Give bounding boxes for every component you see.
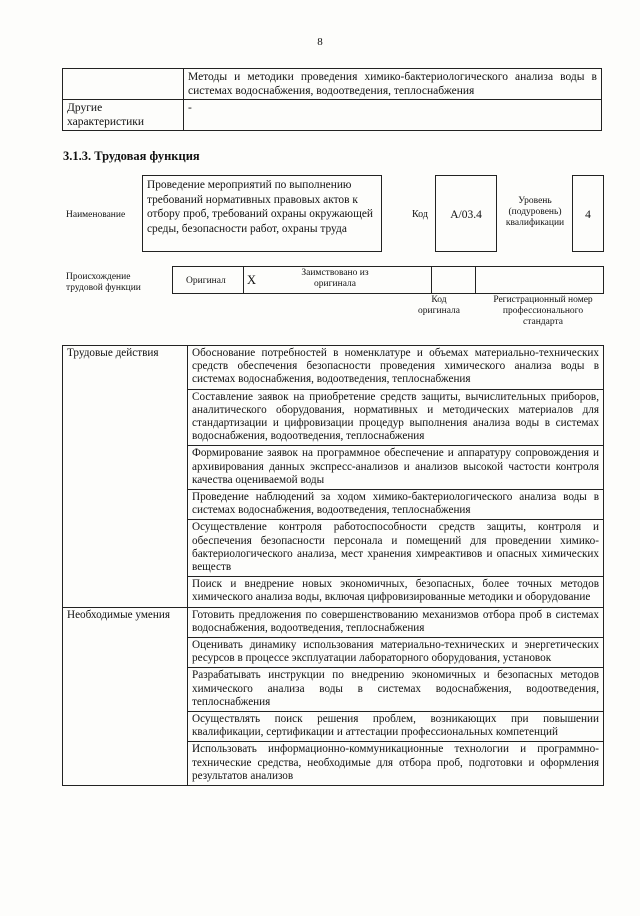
original-label: Оригинал [186, 276, 226, 286]
section-label-labor-actions: Трудовые действия [63, 346, 188, 608]
list-item: Осуществление контроля работоспособности средств защиты, контроля и обеспечения безопасности персонала и помещений для проведении химико-бактериологического анализа, мест хранения химреактивов и опасных химических веществ [188, 520, 604, 577]
section-title: 3.1.3. Трудовая функция [63, 149, 200, 163]
origin-table [172, 266, 604, 294]
main-table [62, 345, 604, 786]
page-number: 8 [317, 36, 323, 48]
name-label: Наименование [66, 210, 126, 220]
table-cell-value: - [184, 100, 602, 131]
level-box: 4 [572, 175, 604, 252]
reg-number-label: Регистрационный номер профессионального стандарта [493, 295, 593, 327]
list-item: Оценивать динамику использования материально-технических и энергетических ресурсов в процессе эксплуатации лабораторного оборудования, установок [188, 638, 604, 668]
list-item: Формирование заявок на программное обеспечение и аппаратуру сопровождения и архивирования данных экспресс-анализов и анализов высокой частости контроля качества оцениваемой воды [188, 446, 604, 490]
table-row [63, 69, 602, 100]
origin-label: Происхождение трудовой функции [66, 272, 141, 293]
list-item: Составление заявок на приобретение средств защиты, вычислительных приборов, аналитического оборудования, нормативных и методических материалов для стандартизации и цифровизации процедур выполнения анализа воды в системах водоснабжения, водоотведения, теплоснабжения [188, 389, 604, 446]
original-mark: X [247, 273, 257, 287]
table-row [63, 607, 604, 637]
list-item: Поиск и внедрение новых экономичных, безопасных, более точных методов химического анализа воды, включая цифровизированные методики и оборудование [188, 577, 604, 607]
borrowed-label: Заимствовано из оригинала [301, 268, 369, 289]
level-label: Уровень (подуровень) квалификации [505, 196, 565, 228]
list-item: Использовать информационно-коммуникационные технологии и программно-технические средства, необходимые для отбора проб, подготовки и оформления результатов анализов [188, 742, 604, 786]
code-label: Код [412, 209, 428, 220]
list-item: Готовить предложения по совершенствованию механизмов отбора проб в системах водоснабжения, водоотведения, теплоснабжения [188, 607, 604, 637]
table-cell-label: Другие характеристики [63, 100, 184, 131]
code-original-label: Код оригинала [418, 295, 460, 316]
list-item: Разрабатывать инструкции по внедрению экономичных и безопасных методов химического анализа воды в системах водоснабжения, водоотведения, теплоснабжения [188, 668, 604, 712]
list-item: Обоснование потребностей в номенклатуре и объемах материально-технических средств обеспечения безопасности проведения химического анализа воды в системах водоснабжения, водоотведения, теплоснабжения [188, 346, 604, 390]
section-label-required-skills: Необходимые умения [63, 607, 188, 785]
table-row [63, 346, 604, 390]
table-row [63, 100, 602, 131]
code-box: A/03.4 [435, 175, 497, 252]
function-name-box: Проведение мероприятий по выполнению требований нормативных правовых актов к отбору проб, требований охраны окружающей среды, безопасности работ, охраны труда [142, 175, 382, 252]
list-item: Проведение наблюдений за ходом химико-бактериологического анализа воды в системах водоснабжения, водоотведения, теплоснабжения [188, 490, 604, 520]
table-cell-value: Методы и методики проведения химико-бактериологического анализа воды в системах водоснабжения, водоотведения, теплоснабжения [184, 69, 602, 100]
list-item: Осуществлять поиск решения проблем, возникающих при повышении квалификации, сертификации и аттестации профессиональных компетенций [188, 712, 604, 742]
continuation-table [62, 68, 602, 131]
table-cell-label [63, 69, 184, 100]
